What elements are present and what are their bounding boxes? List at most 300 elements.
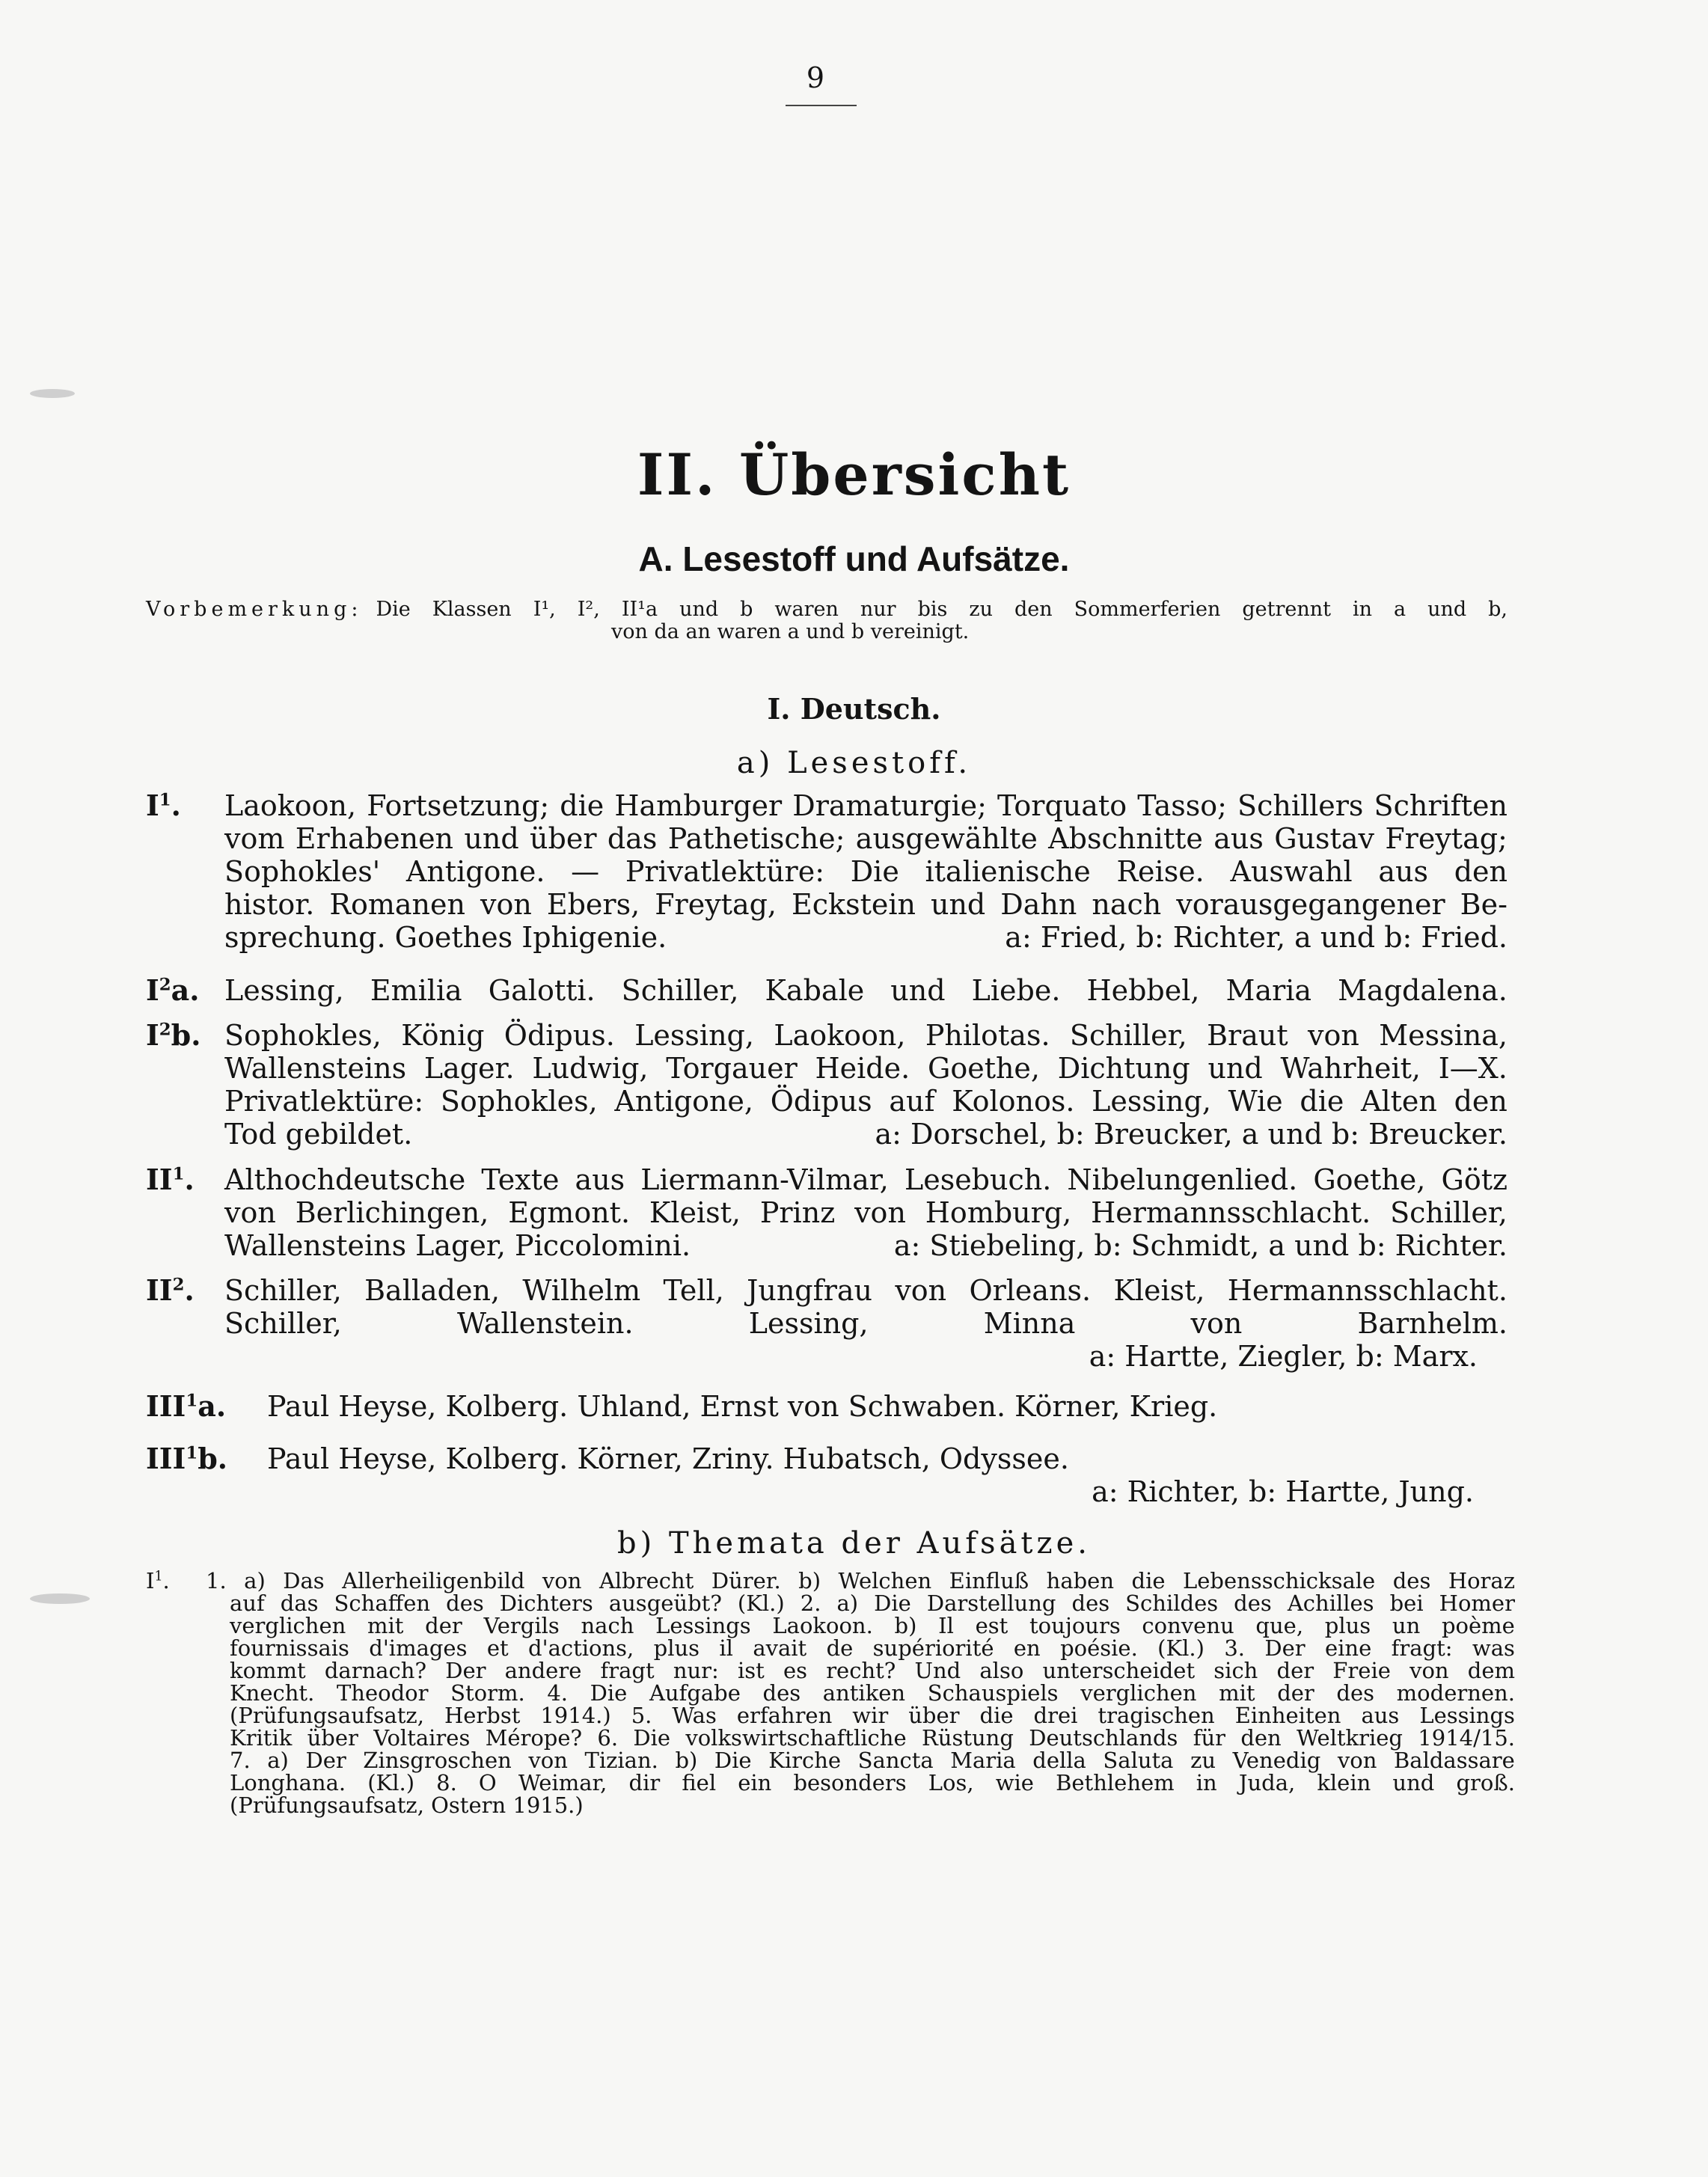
entry-text: Wallensteins Lager, Piccolomini. <box>224 1229 691 1262</box>
word: nur: <box>673 1658 719 1683</box>
word: Longhana. <box>230 1770 346 1795</box>
word: Weltkrieg <box>1297 1725 1403 1751</box>
word: Tell, <box>663 1274 724 1307</box>
word: un <box>1392 1613 1421 1638</box>
word: il <box>719 1635 733 1661</box>
word: wir <box>852 1703 889 1728</box>
word: der <box>425 1613 462 1638</box>
word: Maria <box>950 1748 1016 1773</box>
preliminary-note <box>146 598 1507 643</box>
word: Juda, <box>1238 1770 1296 1795</box>
word: Allerheiligenbild <box>342 1568 525 1593</box>
word: fragt: <box>1391 1635 1453 1661</box>
entry-line-last <box>224 1118 1507 1151</box>
reading-entry <box>146 789 1507 954</box>
word: a) <box>836 1590 859 1616</box>
word: von <box>224 1196 276 1229</box>
word: auf <box>889 1085 935 1118</box>
entry-line-last <box>224 1229 1507 1262</box>
word: 4. <box>547 1680 568 1706</box>
word: Rüstung <box>921 1725 1014 1751</box>
word: Goethe, <box>1313 1163 1426 1196</box>
word: Gustav <box>1274 822 1374 855</box>
word: und <box>1207 1052 1263 1085</box>
entry-line <box>224 822 1507 855</box>
word: poésie. <box>1060 1635 1138 1661</box>
word: Privatlektüre: <box>625 855 825 888</box>
preliminary-note-label: Vorbemerkung: <box>146 598 363 621</box>
word: Jungfrau <box>747 1274 872 1307</box>
word: Kleist, <box>649 1196 741 1229</box>
word: verglichen <box>1080 1680 1197 1706</box>
word: groß. <box>1456 1770 1515 1795</box>
word: plus <box>1324 1613 1371 1638</box>
word: Die <box>590 1680 628 1706</box>
word: wie <box>995 1770 1034 1795</box>
word: von <box>1337 1748 1377 1773</box>
word: 2. <box>800 1590 821 1616</box>
word: von <box>542 1568 582 1593</box>
word: Homer <box>1439 1590 1515 1616</box>
word: fournissais <box>230 1635 349 1661</box>
word: Torquato <box>997 789 1127 822</box>
word: Homburg, <box>925 1196 1072 1229</box>
word: aus <box>575 1163 625 1196</box>
entry-line <box>224 1274 1507 1307</box>
word: Magdalena. <box>1338 974 1507 1007</box>
word: est <box>975 1613 1008 1638</box>
word: erfahren <box>736 1703 833 1728</box>
word: von <box>480 888 532 921</box>
word: volkswirtschaftliche <box>685 1725 907 1751</box>
word: Laokoon, <box>774 1019 906 1052</box>
word: haben <box>1046 1568 1115 1593</box>
word: Hermannsschlacht. <box>1091 1196 1371 1229</box>
word: des <box>446 1590 484 1616</box>
word: von <box>1307 1019 1359 1052</box>
word: Schillers <box>1237 789 1364 822</box>
word: histor. <box>224 888 315 921</box>
word: Laokoon. <box>772 1613 873 1638</box>
teacher-assignment: a: Richter, b: Hartte, Jung. <box>1092 1475 1474 1508</box>
class-label: $I^2b$. <box>146 1018 201 1052</box>
word: Baldassare <box>1393 1748 1515 1773</box>
word: 6. <box>597 1725 619 1751</box>
topic-line <box>230 1637 1515 1659</box>
entry-line <box>224 1019 1507 1052</box>
word: Ödipus. <box>503 1019 615 1052</box>
word: den <box>1454 1085 1507 1118</box>
word: Reise. <box>1116 855 1205 888</box>
word: Schildes <box>1125 1590 1219 1616</box>
word: Lessings <box>655 1613 751 1638</box>
word: das <box>280 1590 319 1616</box>
word: Lessing, <box>1092 1085 1211 1118</box>
word: Auswahl <box>1230 855 1353 888</box>
word: nach <box>1092 888 1162 921</box>
word: Freytag, <box>655 888 777 921</box>
word: eine <box>1325 1635 1372 1661</box>
word: den <box>1454 855 1507 888</box>
word: Philotas. <box>925 1019 1050 1052</box>
word: Freytag; <box>1385 822 1507 855</box>
word: dir <box>628 1770 661 1795</box>
reading-entry <box>146 1019 1507 1151</box>
word: vom <box>224 822 285 855</box>
reading-entry <box>146 1390 1507 1423</box>
word: Lessings <box>1419 1703 1515 1728</box>
entry-line <box>224 1163 1507 1196</box>
preliminary-note-line-2: von da an waren a und b vereinigt. <box>611 620 970 643</box>
reading-entry <box>146 1274 1507 1373</box>
teacher-assignment: a: Fried, b: Richter, a und b: Fried. <box>1005 921 1507 954</box>
scan-smudge-left <box>30 389 75 398</box>
word: Der <box>1264 1635 1306 1661</box>
word: (Prüfungsaufsatz, <box>230 1703 424 1728</box>
topic-line-last: (Prüfungsaufsatz, Ostern 1915.) <box>230 1792 584 1818</box>
word: drei <box>1033 1703 1078 1728</box>
preliminary-note-line-1 <box>146 598 1507 621</box>
word: die <box>560 789 604 822</box>
word: Kolonos. <box>952 1085 1075 1118</box>
essay-topics-heading: b) Themata der Aufsätze. <box>617 1526 1091 1561</box>
word: Wahrheit, <box>1280 1052 1421 1085</box>
word: Goethe, <box>927 1052 1041 1085</box>
reading-entry <box>146 1163 1507 1262</box>
word: andere <box>504 1658 582 1683</box>
word: (Kl.) <box>367 1770 415 1795</box>
word: auf <box>230 1590 265 1616</box>
word: Berlichingen, <box>295 1196 489 1229</box>
word: über <box>307 1725 358 1751</box>
class-label: III$^1$a. <box>146 1389 227 1423</box>
word: Schiller, <box>1390 1196 1507 1229</box>
word: Herbst <box>444 1703 521 1728</box>
teacher-assignment: a: Dorschel, b: Breucker, a und b: Breucker. <box>875 1118 1507 1151</box>
word: die <box>1131 1568 1166 1593</box>
word: Horaz <box>1448 1568 1515 1593</box>
word: d'actions, <box>528 1635 634 1661</box>
section-heading: A. Lesestoff und Aufsätze. <box>638 539 1070 578</box>
word: Maria <box>1225 974 1312 1007</box>
word: Kleist, <box>1113 1274 1205 1307</box>
word: Schriften <box>1374 789 1507 822</box>
word: supériorité <box>872 1635 994 1661</box>
word: 5. <box>631 1703 652 1728</box>
word: über <box>908 1703 960 1728</box>
word: Antigone, <box>614 1085 753 1118</box>
word: Wallenstein. <box>456 1307 634 1340</box>
word: über <box>530 822 597 855</box>
word: Minna <box>983 1307 1076 1340</box>
word: vorausgegangener <box>1176 888 1445 921</box>
reading-entry <box>146 1442 1507 1508</box>
word: a) <box>244 1568 266 1593</box>
page-title: II. Übersicht <box>637 441 1071 508</box>
word: Lessing, <box>634 1019 754 1052</box>
word: es <box>783 1658 808 1683</box>
word: de <box>826 1635 854 1661</box>
word: Wie <box>1228 1085 1283 1118</box>
word: Sophokles' <box>224 855 381 888</box>
word: O <box>478 1770 497 1795</box>
word: italienische <box>925 855 1091 888</box>
word: Dahn <box>1000 888 1077 921</box>
entry-line <box>224 1052 1507 1085</box>
word: Schiller, <box>621 974 739 1007</box>
word: della <box>1032 1748 1086 1773</box>
word: Die <box>850 855 899 888</box>
word: recht? <box>826 1658 896 1683</box>
word: aus <box>1361 1703 1400 1728</box>
reading-heading: a) Lesestoff. <box>736 746 972 780</box>
word: I—X. <box>1438 1052 1507 1085</box>
word: Galotti. <box>488 974 596 1007</box>
word: Dichtung <box>1057 1052 1190 1085</box>
word: Wilhelm <box>522 1274 641 1307</box>
word: Aufgabe <box>649 1680 741 1706</box>
word: Lesebuch. <box>904 1163 1052 1196</box>
word: Be- <box>1460 888 1507 921</box>
teacher-assignment: a: Hartte, Ziegler, b: Marx. <box>1089 1340 1478 1373</box>
topic-line <box>230 1749 1515 1772</box>
word: Sophokles, <box>224 1019 382 1052</box>
word: Der <box>445 1658 486 1683</box>
topic-line <box>230 1659 1515 1682</box>
reading-entry <box>146 974 1507 1007</box>
topic-line <box>230 1682 1515 1704</box>
word: Achilles <box>1287 1590 1374 1616</box>
word: nach <box>581 1613 634 1638</box>
word: Die <box>714 1748 752 1773</box>
class-label: $I^1$. <box>146 789 181 822</box>
word: der <box>1277 1680 1314 1706</box>
topic-line <box>230 1727 1515 1749</box>
word: Venedig <box>1232 1748 1321 1773</box>
word: von <box>1409 1658 1449 1683</box>
word: Barnhelm. <box>1357 1307 1507 1340</box>
word: ist <box>737 1658 765 1683</box>
word: Einfluß <box>949 1568 1029 1593</box>
word: Lager. <box>423 1052 515 1085</box>
word: Storm. <box>450 1680 525 1706</box>
subject-heading: I. Deutsch. <box>767 692 941 726</box>
word: Kritik <box>230 1725 293 1751</box>
class-label: $I^1$. <box>146 1568 170 1593</box>
word: Zinsgroschen <box>363 1748 512 1773</box>
word: und <box>1392 1770 1435 1795</box>
page-number: 9 <box>806 61 825 94</box>
word: Liebe. <box>971 974 1061 1007</box>
word: Lessing, <box>224 974 344 1007</box>
word: Knecht. <box>230 1680 315 1706</box>
entry-line <box>224 974 1507 1007</box>
word: von <box>528 1748 568 1773</box>
entry-line: Paul Heyse, Kolberg. Uhland, Ernst von Schwaben. Körner, Krieg. <box>267 1390 1218 1423</box>
word: Götz <box>1441 1163 1507 1196</box>
word: 1914.) <box>540 1703 611 1728</box>
word: Los, <box>928 1770 974 1795</box>
word: Tasso; <box>1137 789 1227 822</box>
class-label: $II^1$. <box>146 1163 195 1196</box>
word: b) <box>798 1568 821 1593</box>
word: Der <box>305 1748 346 1773</box>
word: — <box>571 855 600 888</box>
word: mit <box>1219 1680 1255 1706</box>
word: Ebers, <box>546 888 640 921</box>
entry-text: Tod gebildet. <box>224 1118 413 1151</box>
word: von <box>895 1274 947 1307</box>
word: Hermannsschlacht. <box>1227 1274 1507 1307</box>
word: Althochdeutsche <box>224 1163 466 1196</box>
word: Ödipus <box>770 1085 872 1118</box>
word: die <box>979 1703 1014 1728</box>
word: Dramaturgie; <box>792 789 987 822</box>
word: Kirche <box>768 1748 842 1773</box>
word: b) <box>675 1748 698 1773</box>
word: des <box>1071 1590 1110 1616</box>
word: modernen. <box>1396 1680 1515 1706</box>
word: klein <box>1317 1770 1371 1795</box>
page-number-rule <box>786 105 857 106</box>
word: Emilia <box>370 974 462 1007</box>
word: Kabale <box>765 974 865 1007</box>
word: des <box>1392 1568 1431 1593</box>
word: Einheiten <box>1234 1703 1341 1728</box>
topic-line <box>230 1704 1515 1727</box>
word: Pathetische; <box>667 822 845 855</box>
word: die <box>1300 1085 1344 1118</box>
word: en <box>1013 1635 1041 1661</box>
entry-line <box>224 1196 1507 1229</box>
word: Bethlehem <box>1056 1770 1175 1795</box>
word: König <box>401 1019 485 1052</box>
word: Und <box>914 1658 961 1683</box>
word: zu <box>1190 1748 1216 1773</box>
word: poème <box>1441 1613 1515 1638</box>
class-label: $II^2$. <box>146 1273 195 1307</box>
word: que, <box>1255 1613 1304 1638</box>
essay-topics <box>146 1570 1515 1816</box>
word: avait <box>753 1635 807 1661</box>
word: (Kl.) <box>1157 1635 1205 1661</box>
word: Il <box>938 1613 954 1638</box>
word: Balladen, <box>364 1274 501 1307</box>
word: von <box>1190 1307 1243 1340</box>
word: Hebbel, <box>1086 974 1200 1007</box>
entry-line <box>224 1307 1507 1340</box>
word: verglichen <box>230 1613 346 1638</box>
entry-line-last <box>224 921 1507 954</box>
word: und <box>890 974 946 1007</box>
word: Weimar, <box>518 1770 607 1795</box>
word: 7. <box>230 1748 251 1773</box>
class-label: III$^1$b. <box>146 1442 228 1475</box>
word: besonders <box>793 1770 907 1795</box>
word: ausgewählte <box>855 822 1038 855</box>
word: Antigone. <box>405 855 545 888</box>
word: und <box>930 888 986 921</box>
word: convenu <box>1142 1613 1234 1638</box>
teacher-assignment: a: Stiebeling, b: Schmidt, a und b: Richter. <box>893 1229 1507 1262</box>
word: fragt <box>600 1658 655 1683</box>
class-label: $I^2a$. <box>146 973 200 1007</box>
topic-line <box>230 1772 1515 1794</box>
word: plus <box>653 1635 700 1661</box>
word: Prinz <box>759 1196 836 1229</box>
word: Schaffen <box>334 1590 431 1616</box>
word: 1914/15. <box>1418 1725 1515 1751</box>
word: den <box>1240 1725 1282 1751</box>
word: Alten <box>1361 1085 1437 1118</box>
word: Romanen <box>329 888 465 921</box>
word: Erhabenen <box>295 822 454 855</box>
entry-line: Paul Heyse, Kolberg. Körner, Zriny. Hubatsch, Odyssee. <box>267 1442 1069 1475</box>
word: ausgeübt? <box>608 1590 722 1616</box>
word: in <box>1196 1770 1217 1795</box>
word: des <box>1234 1590 1272 1616</box>
word: Tizian. <box>584 1748 658 1773</box>
word: toujours <box>1029 1613 1121 1638</box>
word: a) <box>267 1748 289 1773</box>
word: aus <box>1213 822 1264 855</box>
word: Braut <box>1207 1019 1288 1052</box>
word: darnach? <box>324 1658 427 1683</box>
word: b) <box>894 1613 917 1638</box>
preliminary-note-text: Die Klassen I¹, I², II¹a und b waren nur bis zu den Sommerferien getrennt in a und b, <box>376 598 1507 621</box>
word: Fortsetzung; <box>367 789 550 822</box>
word: Freie <box>1332 1658 1391 1683</box>
word: fiel <box>682 1770 717 1795</box>
word: Die <box>874 1590 911 1616</box>
word: 3. <box>1224 1635 1245 1661</box>
word: Orleans. <box>969 1274 1092 1307</box>
word: Mérope? <box>485 1725 583 1751</box>
word: Voltaires <box>373 1725 471 1751</box>
word: Privatlektüre: <box>224 1085 424 1118</box>
word: mit <box>367 1613 404 1638</box>
word: Lebensschicksale <box>1183 1568 1376 1593</box>
entry-line <box>224 855 1507 888</box>
word: des <box>762 1680 801 1706</box>
word: Die <box>633 1725 671 1751</box>
word: Dichters <box>499 1590 593 1616</box>
word: ein <box>738 1770 772 1795</box>
word: unterscheidet <box>1042 1658 1196 1683</box>
word: der <box>1276 1658 1314 1683</box>
word: Vergils <box>483 1613 560 1638</box>
word: des <box>1336 1680 1375 1706</box>
word: sich <box>1213 1658 1258 1683</box>
word: Lessing, <box>748 1307 869 1340</box>
word: Abschnitte <box>1048 822 1203 855</box>
word: Ludwig, <box>532 1052 649 1085</box>
topic-line <box>230 1592 1515 1614</box>
word: Schiller, <box>1069 1019 1187 1052</box>
word: Hamburger <box>614 789 783 822</box>
word: Eckstein <box>792 888 916 921</box>
word: tragischen <box>1098 1703 1215 1728</box>
word: Texte <box>481 1163 560 1196</box>
word: Egmont. <box>508 1196 631 1229</box>
word: d'images <box>369 1635 468 1661</box>
word: Welchen <box>838 1568 932 1593</box>
word: Schauspiels <box>927 1680 1059 1706</box>
word: Darstellung <box>926 1590 1056 1616</box>
word: Wallensteins <box>224 1052 407 1085</box>
entry-line <box>224 888 1507 921</box>
word: Deutschlands <box>1029 1725 1178 1751</box>
